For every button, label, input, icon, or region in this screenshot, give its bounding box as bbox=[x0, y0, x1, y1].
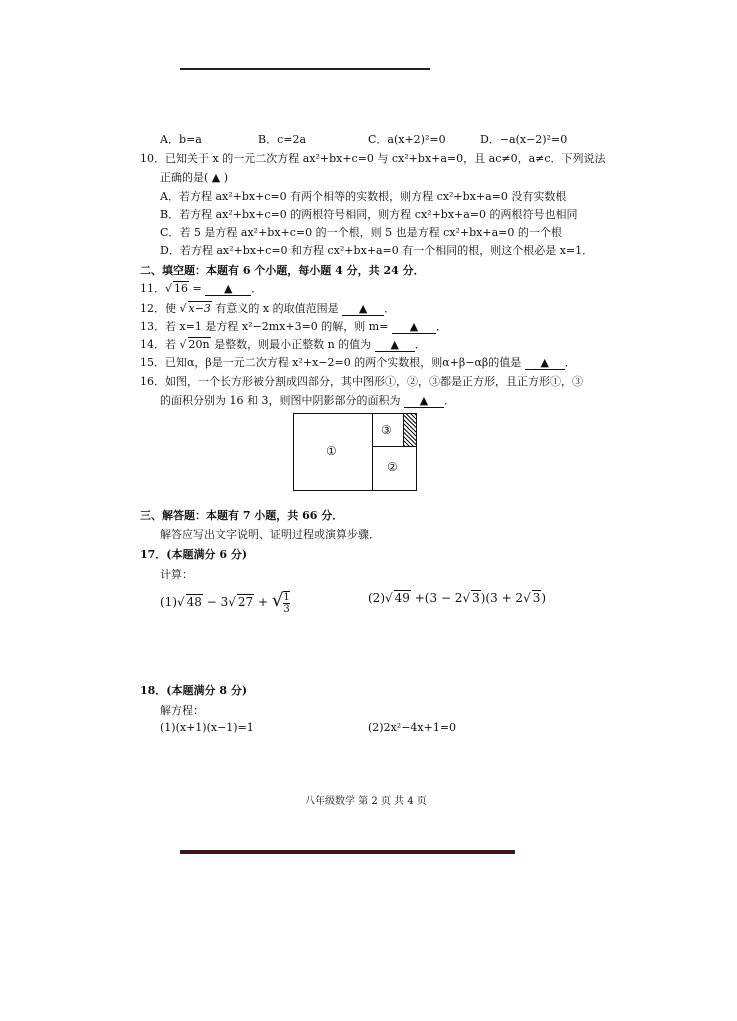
q16-text: 的面积分别为 16 和 3，则图中阴影部分的面积为 bbox=[160, 394, 401, 407]
q17-fraction-numerator: 1 bbox=[283, 591, 290, 603]
q12-answer-blank[interactable]: ▲ bbox=[342, 302, 384, 316]
top-scan-bar bbox=[180, 68, 430, 70]
q18-title: 18．(本题满分 8 分) bbox=[140, 684, 248, 697]
q10-option-a: A．若方程 ax²+bx+c=0 有两个相等的实数根，则方程 cx²+bx+a=0 没有实数根 bbox=[160, 190, 567, 203]
q17-part2-a: +(3 − 2 bbox=[410, 591, 463, 605]
q17-part2-c: ) bbox=[541, 591, 547, 605]
q12-text: 有意义的 x 的取值范围是 bbox=[211, 302, 339, 315]
sqrt-sign: √ bbox=[228, 595, 236, 609]
q17-title: 17．(本题满分 6 分) bbox=[140, 548, 248, 561]
q18-part2: (2)2x²−4x+1=0 bbox=[368, 721, 457, 734]
section3-note: 解答应写出文字说明、证明过程或演算步骤． bbox=[160, 528, 380, 541]
sqrt-sign: √ bbox=[179, 338, 187, 351]
shaded-region bbox=[403, 413, 417, 447]
q14-radicand: 20n bbox=[188, 338, 210, 351]
q10-stem-line1: 10．已知关于 x 的一元二次方程 ax²+bx+c=0 与 cx²+bx+a=0，且 ac≠0，a≠c．下列说法 bbox=[140, 152, 606, 165]
q14-text: 是整数，则最小正整数 n 的值为 bbox=[210, 338, 372, 351]
q9-option-c: C．a(x+2)²=0 bbox=[368, 133, 446, 146]
q16-line1: 16．如图，一个长方形被分割成四部分，其中图形①，②，③都是正方形，且正方形①，③ bbox=[140, 375, 583, 388]
q17-plus: + bbox=[254, 595, 272, 609]
q10-option-c: C．若 5 是方程 ax²+bx+c=0 的一个根，则 5 也是方程 cx²+bx+a=0 的一个根 bbox=[160, 226, 562, 239]
sqrt-sign: √ bbox=[177, 595, 185, 609]
q14: 14．若 √ 20n 是整数，则最小正整数 n 的值为 ▲ ． bbox=[140, 338, 426, 351]
q10-stem-line2: 正确的是( ▲ ) bbox=[160, 171, 229, 184]
page-footer: 八年级数学 第 2 页 共 4 页 bbox=[305, 796, 427, 807]
square-1-label: ① bbox=[326, 444, 337, 458]
q16-answer-blank[interactable]: ▲ bbox=[404, 394, 444, 408]
q9-option-b: B．c=2a bbox=[258, 133, 307, 146]
q17-fraction bbox=[283, 591, 289, 615]
q10-option-b: B．若方程 ax²+bx+c=0 的两根符号相同，则方程 cx²+bx+a=0 的两根符号也相同 bbox=[160, 208, 578, 221]
q11-answer-blank[interactable]: ▲ bbox=[205, 282, 251, 296]
q12-prefix: 12．使 bbox=[140, 302, 180, 315]
q11-number: 11． bbox=[140, 282, 165, 295]
q18-subtitle: 解方程： bbox=[160, 704, 204, 717]
q12-radicand: x−3 bbox=[188, 302, 211, 315]
q13-answer-blank[interactable]: ▲ bbox=[392, 320, 436, 334]
q17-fraction-denominator: 3 bbox=[283, 603, 290, 615]
q11: 11．√ 16 = ▲ ． bbox=[140, 282, 263, 295]
sqrt-sign: √ bbox=[523, 591, 531, 605]
q13: 13．若 x=1 是方程 x²−2mx+3=0 的解，则 m= ▲ ． bbox=[140, 320, 447, 333]
q15: 15．已知α，β是一元二次方程 x²+x−2=0 的两个实数根，则α+β−αβ的值是 ▲ ． bbox=[140, 356, 576, 369]
square-2-label: ② bbox=[387, 460, 398, 474]
sqrt-sign: √ bbox=[165, 282, 173, 295]
q17-minus-coef: − 3 bbox=[202, 595, 229, 609]
q17-subtitle: 计算： bbox=[160, 568, 193, 581]
q17-radicand-48: 48 bbox=[186, 595, 202, 609]
sqrt-sign: √ bbox=[179, 302, 187, 315]
q18-part1: (1)(x+1)(x−1)=1 bbox=[160, 721, 254, 734]
sqrt-sign: √ bbox=[385, 591, 393, 605]
q14-prefix: 14．若 bbox=[140, 338, 180, 351]
q17-part1-label: (1) bbox=[160, 595, 177, 609]
q9-option-a: A．b=a bbox=[160, 133, 202, 146]
q17-radicand-27: 27 bbox=[237, 595, 254, 609]
q17-radicand-3b: 3 bbox=[532, 591, 541, 605]
q17-part2-b: )(3 + 2 bbox=[480, 591, 524, 605]
q10-option-d: D．若方程 ax²+bx+c=0 和方程 cx²+bx+a=0 有一个相同的根，则这个根必是 x=1． bbox=[160, 244, 594, 257]
bottom-scan-bar bbox=[180, 850, 515, 854]
q16-line2: 的面积分别为 16 和 3，则图中阴影部分的面积为 ▲ ． bbox=[160, 394, 455, 407]
q16-figure bbox=[293, 413, 417, 491]
q11-radicand: 16 bbox=[174, 282, 189, 295]
section2-header: 二、填空题：本题有 6 个小题，每小题 4 分，共 24 分． bbox=[140, 264, 425, 277]
square-3-label: ③ bbox=[381, 423, 392, 437]
q17-radicand-49: 49 bbox=[394, 591, 410, 605]
q13-text: 13．若 x=1 是方程 x²−2mx+3=0 的解，则 m= bbox=[140, 320, 389, 333]
section3-header: 三、解答题：本题有 7 小题，共 66 分． bbox=[140, 509, 344, 522]
q12: 12．使 √ x−3 有意义的 x 的取值范围是 ▲ ． bbox=[140, 302, 396, 315]
q17-radicand-3a: 3 bbox=[472, 591, 480, 605]
q15-text: 15．已知α，β是一元二次方程 x²+x−2=0 的两个实数根，则α+β−αβ的值是 bbox=[140, 356, 522, 369]
q14-answer-blank[interactable]: ▲ bbox=[375, 338, 415, 352]
q17-part2 bbox=[368, 590, 546, 605]
q17-part2-label: (2) bbox=[368, 591, 385, 605]
q9-option-d: D．−a(x−2)²=0 bbox=[480, 133, 568, 146]
sqrt-sign: √ bbox=[462, 591, 471, 605]
sqrt-sign: √ bbox=[271, 590, 284, 611]
q15-answer-blank[interactable]: ▲ bbox=[525, 356, 565, 370]
q17-part1 bbox=[160, 590, 290, 615]
q11-equals: = bbox=[189, 282, 202, 295]
